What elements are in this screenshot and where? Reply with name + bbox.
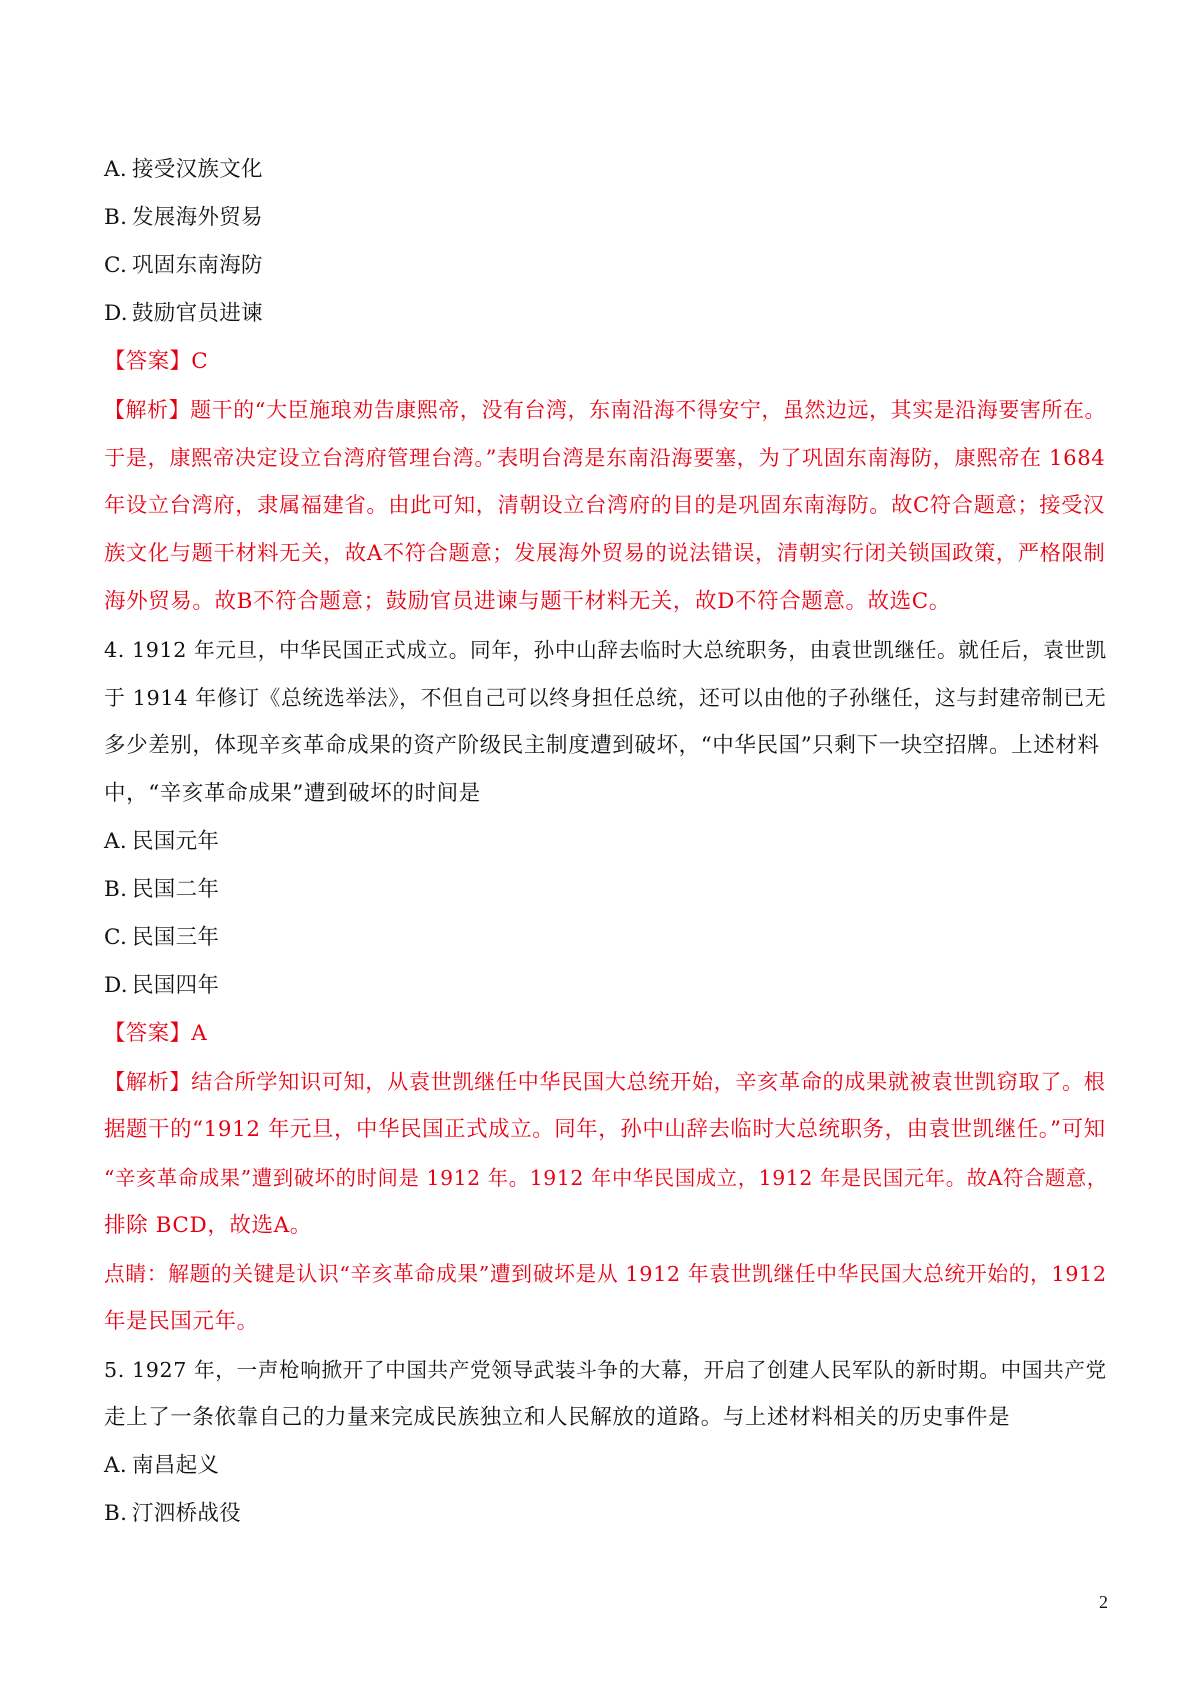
- q3-option-c: C. 巩固东南海防: [104, 253, 263, 278]
- q3-answer: 【答案】C: [104, 349, 208, 374]
- q4-stem: [104, 626, 1106, 818]
- q3-analysis-line: 年设立台湾府，隶属福建省。由此可知，清朝设立台湾府的目的是巩固东南海防。故C符合题意；接受汉: [104, 493, 1105, 518]
- q4-stem-line: 于 1914 年修订《总统选举法》，不但自己可以终身担任总统，还可以由他的子孙继任，这与封建帝制已无: [104, 686, 1107, 710]
- q4-options: [104, 818, 1106, 1010]
- q4-option-b: B. 民国二年: [104, 877, 220, 902]
- q4-answer: 【答案】A: [104, 1021, 208, 1046]
- q3-analysis-line: 于是，康熙帝决定设立台湾府管理台湾。”表明台湾是东南沿海要塞，为了巩固东南海防，康熙帝在 1684: [104, 445, 1106, 470]
- q3-analysis-line: 海外贸易。故B不符合题意；鼓励官员进谏与题干材料无关，故D不符合题意。故选C。: [104, 589, 951, 614]
- q3-analysis: [104, 386, 1106, 626]
- q4-tip-line: 年是民国元年。: [104, 1309, 259, 1334]
- q5-option-b: B. 汀泗桥战役: [104, 1501, 242, 1526]
- q3-analysis-line: 族文化与题干材料无关，故A不符合题意；发展海外贸易的说法错误，清朝实行闭关锁国政策，严格限制: [104, 541, 1106, 566]
- q4-stem-line: 中，“辛亥革命成果”遭到破坏的时间是: [104, 781, 481, 806]
- q4-tip: [104, 1250, 1106, 1346]
- q3-option-b: B. 发展海外贸易: [104, 205, 263, 230]
- q5-option-a: A. 南昌起义: [104, 1453, 220, 1478]
- page-number: 2: [1099, 1592, 1108, 1612]
- q3-option-d: D. 鼓励官员进谏: [104, 301, 263, 326]
- document-page: [104, 146, 1106, 1538]
- q4-tip-line: 点睛：解题的关键是认识“辛亥革命成果”遭到破坏是从 1912 年袁世凯继任中华民国大总统开始的，1912: [104, 1262, 1107, 1286]
- q4-option-d: D. 民国四年: [104, 973, 220, 998]
- q3-options: [104, 146, 1106, 338]
- q4-analysis-line: 据题干的“1912 年元旦，中华民国正式成立。同年，孙中山辞去临时大总统职务，由袁世凯继任。”可知: [104, 1117, 1106, 1142]
- q4-analysis-line: 排除 BCD，故选A。: [104, 1213, 312, 1238]
- q3-analysis-line: 【解析】题干的“大臣施琅劝告康熙帝，没有台湾，东南沿海不得安宁，虽然边远，其实是沿海要害所在。: [104, 398, 1107, 422]
- q4-analysis: [104, 1058, 1106, 1250]
- q5-stem-line: 5. 1927 年，一声枪响掀开了中国共产党领导武装斗争的大幕，开启了创建人民军队的新时期。中国共产党: [104, 1358, 1107, 1382]
- q4-option-a: A. 民国元年: [104, 829, 220, 854]
- q5-options: [104, 1442, 1106, 1538]
- q5-stem-line: 走上了一条依靠自己的力量来完成民族独立和人民解放的道路。与上述材料相关的历史事件是: [104, 1405, 1011, 1430]
- q4-stem-line: 多少差别，体现辛亥革命成果的资产阶级民主制度遭到破坏，“中华民国”只剩下一块空招牌。上述材料: [104, 733, 1100, 758]
- q5-stem: [104, 1346, 1106, 1442]
- q4-stem-line: 4. 1912 年元旦，中华民国正式成立。同年，孙中山辞去临时大总统职务，由袁世凯继任。就任后，袁世凯: [104, 638, 1107, 662]
- q4-option-c: C. 民国三年: [104, 925, 220, 950]
- q4-analysis-line: 【解析】结合所学知识可知，从袁世凯继任中华民国大总统开始，辛亥革命的成果就被袁世凯窃取了。根: [104, 1069, 1106, 1094]
- q4-analysis-line: “辛亥革命成果”遭到破坏的时间是 1912 年。1912 年中华民国成立，1912 年是民国元年。故A符合题意，: [104, 1166, 1108, 1190]
- q3-option-a: A. 接受汉族文化: [104, 157, 263, 182]
